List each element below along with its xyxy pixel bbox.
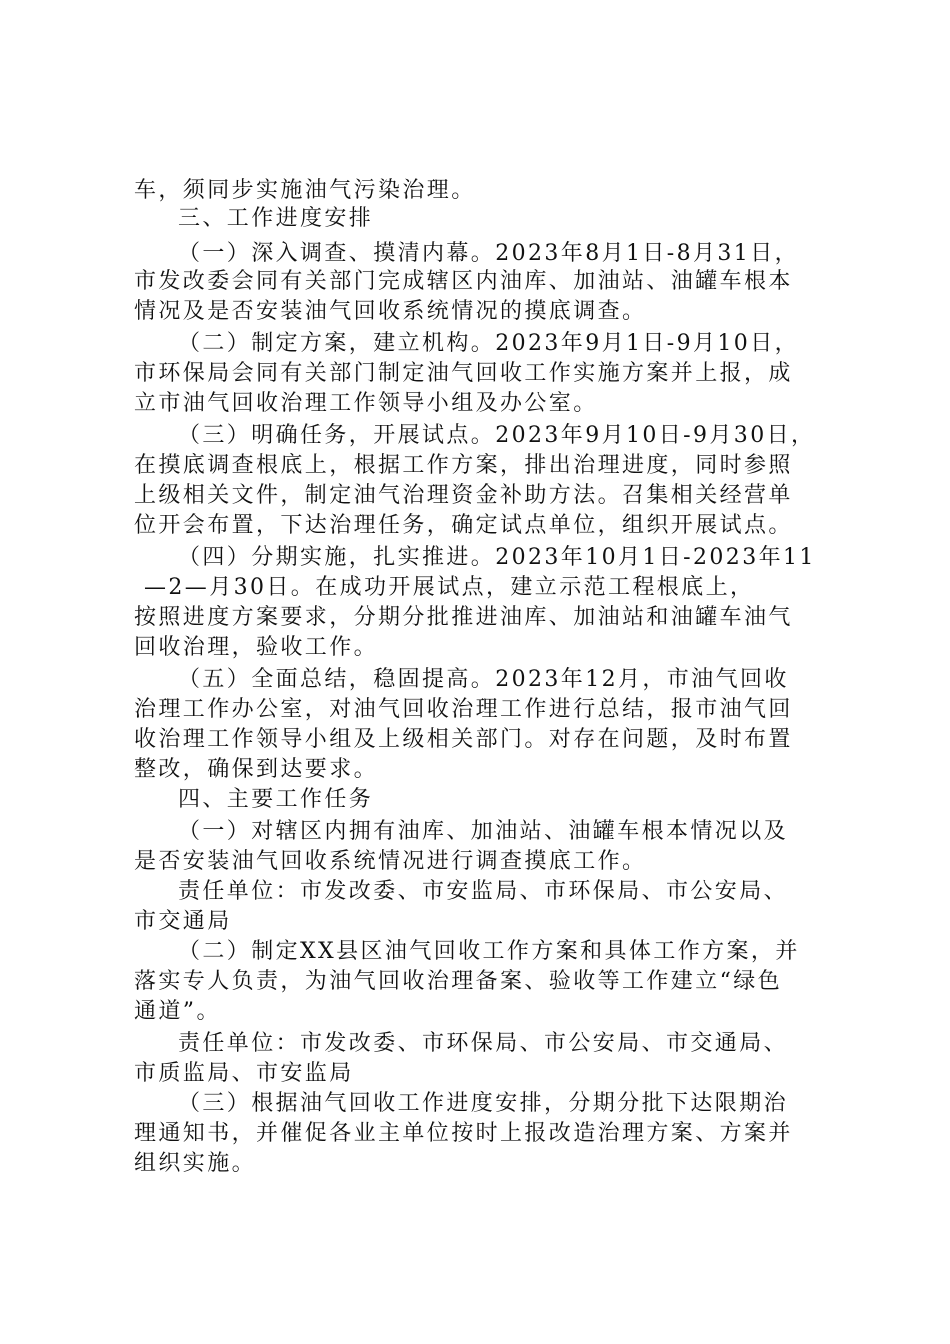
text-line: 车，须同步实施油气污染治理。 — [134, 178, 476, 203]
text-line: 收治理工作领导小组及上级相关部门。对存在问题，及时布置 — [134, 727, 793, 752]
text-line: 在摸底调查根底上，根据工作方案，排出治理进度，同时参照 — [134, 453, 793, 478]
text-line: 市质监局、市安监局 — [134, 1061, 354, 1086]
text-line: 通道”。 — [134, 999, 221, 1024]
text-line: （三）明确任务，开展试点。2023年9月10日-9月30日， — [178, 423, 816, 448]
text-line: 责任单位：市发改委、市安监局、市环保局、市公安局、 — [178, 879, 789, 904]
text-line: 情况及是否安装油气回收系统情况的摸底调查。 — [134, 299, 647, 324]
text-line: （四）分期实施，扎实推进。2023年10月1日-2023年11 — [178, 545, 816, 570]
section-heading: 三、工作进度安排 — [178, 206, 374, 231]
text-line: （三）根据油气回收工作进度安排，分期分批下达限期治 — [178, 1091, 789, 1116]
text-line: （二）制定XX县区油气回收工作方案和具体工作方案，并 — [178, 939, 800, 964]
text-line: 组织实施。 — [134, 1151, 257, 1176]
text-line: （二）制定方案，建立机构。2023年9月1日-9月10日， — [178, 331, 800, 356]
text-line: 理通知书，并催促各业主单位按时上报改造治理方案、方案并 — [134, 1121, 793, 1146]
text-line: 市交通局 — [134, 909, 232, 934]
text-line: 市发改委会同有关部门完成辖区内油库、加油站、油罐车根本 — [134, 269, 793, 294]
text-line: （一）对辖区内拥有油库、加油站、油罐车根本情况以及 — [178, 819, 789, 844]
text-line: （一）深入调查、摸清内幕。2023年8月1日-8月31日， — [178, 241, 800, 266]
text-line: （五）全面总结，稳固提高。2023年12月，市油气回收 — [178, 667, 789, 692]
text-line: 是否安装油气回收系统情况进行调查摸底工作。 — [134, 849, 647, 874]
text-line: —2—月30日。在成功开展试点，建立示范工程根底上， — [144, 575, 755, 600]
text-line: 按照进度方案要求，分期分批推进油库、加油站和油罐车油气 — [134, 605, 793, 630]
text-line: 整改，确保到达要求。 — [134, 757, 379, 782]
text-line: 位开会布置，下达治理任务，确定试点单位，组织开展试点。 — [134, 513, 793, 538]
text-line: 治理工作办公室，对油气回收治理工作进行总结，报市油气回 — [134, 697, 793, 722]
section-heading: 四、主要工作任务 — [178, 787, 374, 812]
text-line: 市环保局会同有关部门制定油气回收工作实施方案并上报，成 — [134, 361, 793, 386]
text-line: 上级相关文件，制定油气治理资金补助方法。召集相关经营单 — [134, 483, 793, 508]
text-line: 立市油气回收治理工作领导小组及办公室。 — [134, 391, 598, 416]
text-line: 责任单位：市发改委、市环保局、市公安局、市交通局、 — [178, 1031, 789, 1056]
text-line: 落实专人负责，为油气回收治理备案、验收等工作建立“绿色 — [134, 969, 783, 994]
text-line: 回收治理，验收工作。 — [134, 635, 379, 660]
